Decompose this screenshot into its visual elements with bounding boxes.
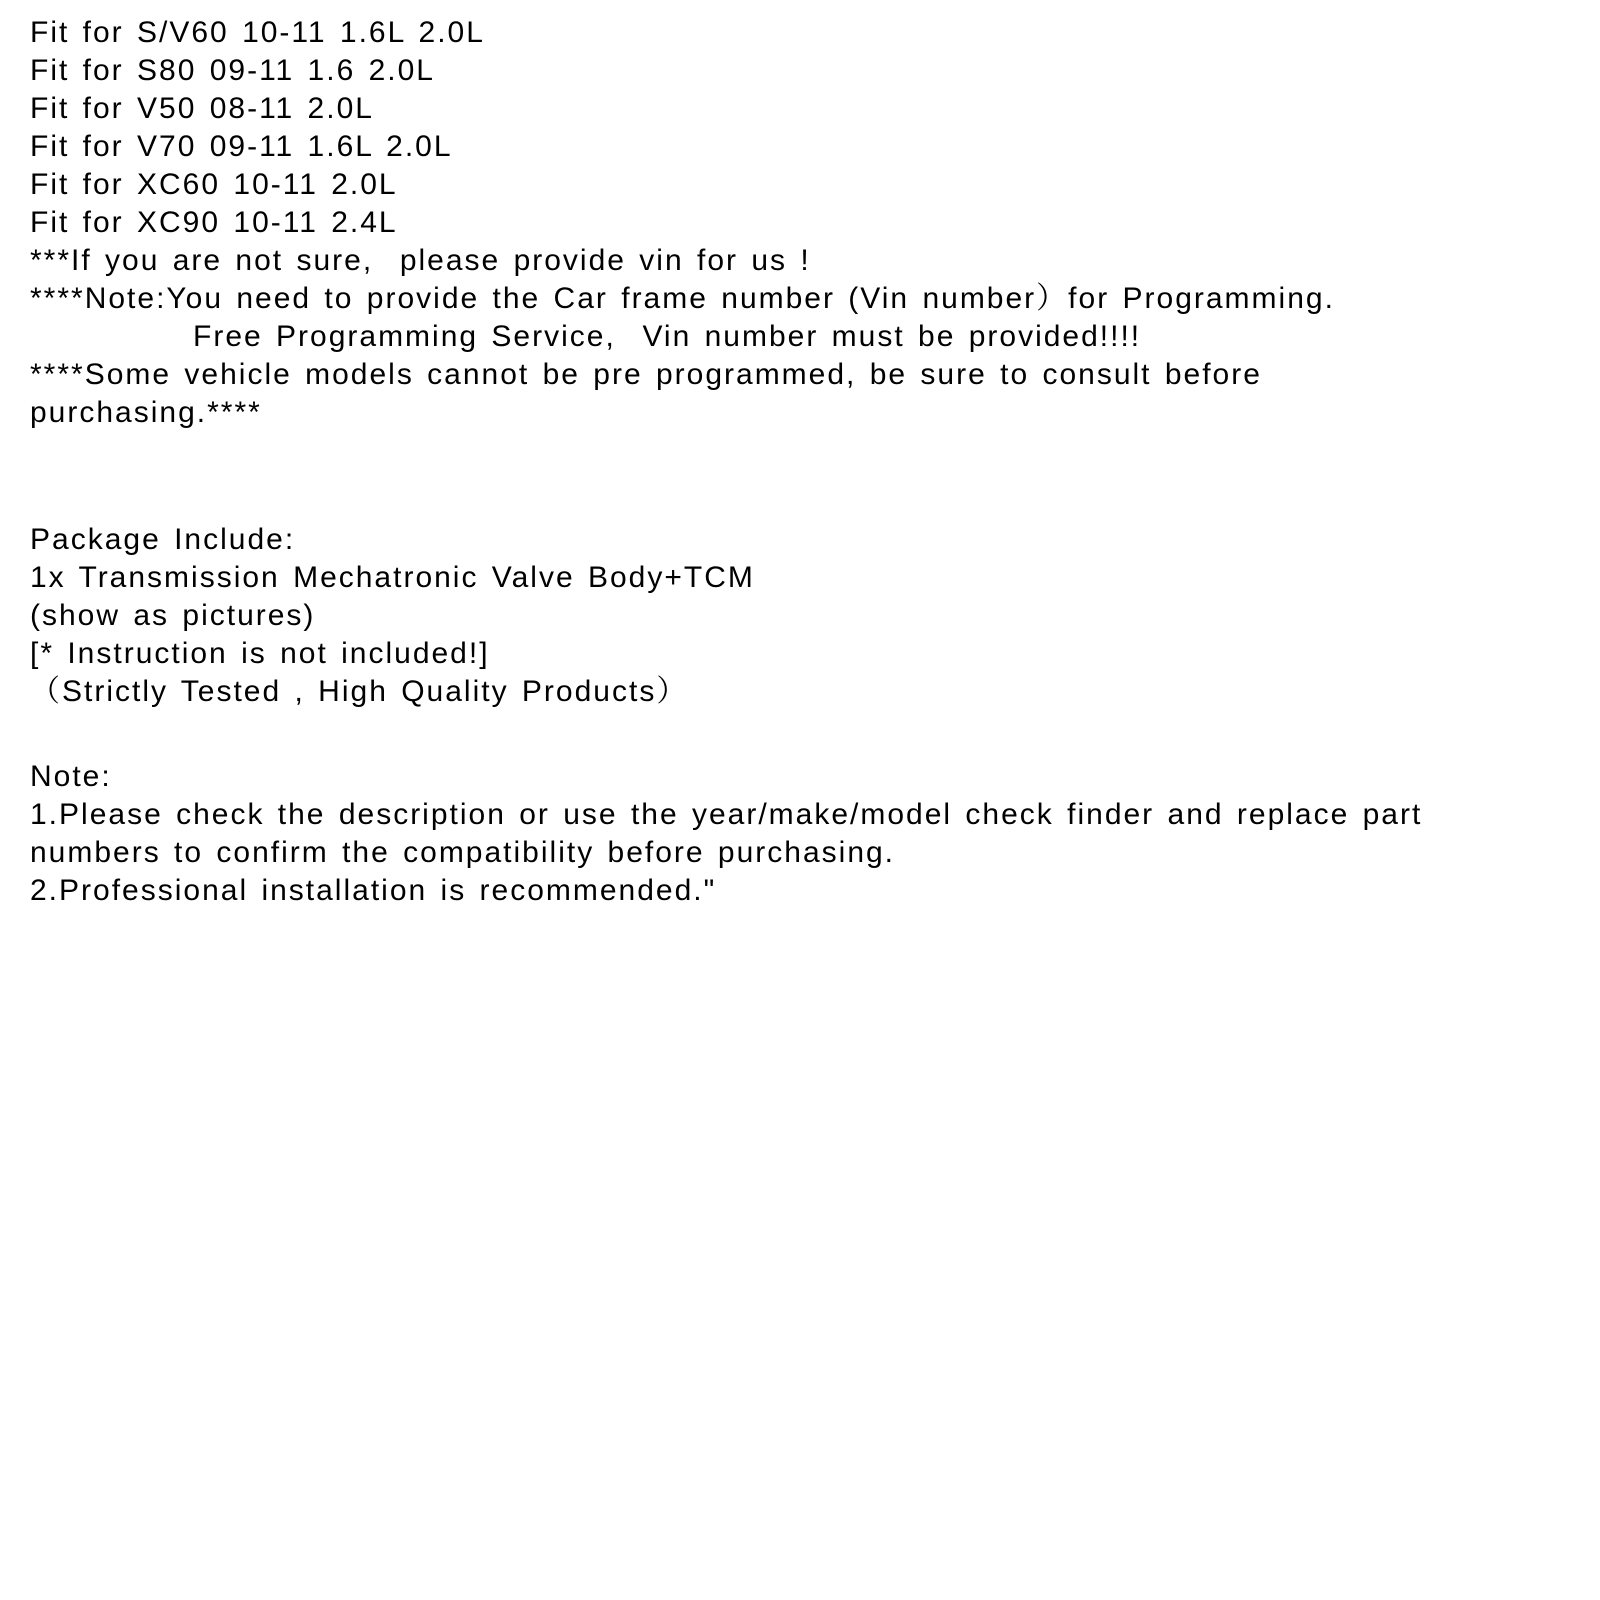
fitment-line: Fit for V50 08-11 2.0L [30, 92, 374, 125]
description-text-block [30, 14, 1580, 910]
paragraph-gap [30, 711, 1580, 758]
package-heading: Package Include: [30, 523, 296, 556]
fitment-line: Fit for S/V60 10-11 1.6L 2.0L [30, 16, 485, 49]
package-quality-note: （Strictly Tested , High Quality Products） [30, 675, 689, 708]
paragraph-gap [30, 432, 1580, 521]
package-instruction-note: [* Instruction is not included!] [30, 637, 490, 670]
note-item-1: 1.Please check the description or use the year/make/model check finder and replace part [30, 798, 1423, 831]
vin-note-frame-number: ****Note:You need to provide the Car frame number (Vin number）for Programming. [30, 282, 1335, 315]
fitment-line: Fit for XC90 10-11 2.4L [30, 206, 398, 239]
note-heading: Note: [30, 760, 112, 793]
note-item-2: 2.Professional installation is recommended." [30, 874, 717, 907]
package-show-as-pictures: (show as pictures) [30, 599, 316, 632]
vin-note-pre-programmed-cont: purchasing.**** [30, 396, 262, 429]
fitment-line: Fit for S80 09-11 1.6 2.0L [30, 54, 435, 87]
fitment-line: Fit for XC60 10-11 2.0L [30, 168, 398, 201]
fitment-line: Fit for V70 09-11 1.6L 2.0L [30, 130, 453, 163]
package-item: 1x Transmission Mechatronic Valve Body+TCM [30, 561, 755, 594]
vin-note-not-sure: ***If you are not sure, please provide vin for us ! [30, 244, 811, 277]
vin-note-pre-programmed: ****Some vehicle models cannot be pre programmed, be sure to consult before [30, 358, 1262, 391]
vin-note-free-programming: Free Programming Service, Vin number must be provided!!!! [193, 320, 1142, 353]
note-item-1-cont: numbers to confirm the compatibility before purchasing. [30, 836, 896, 869]
